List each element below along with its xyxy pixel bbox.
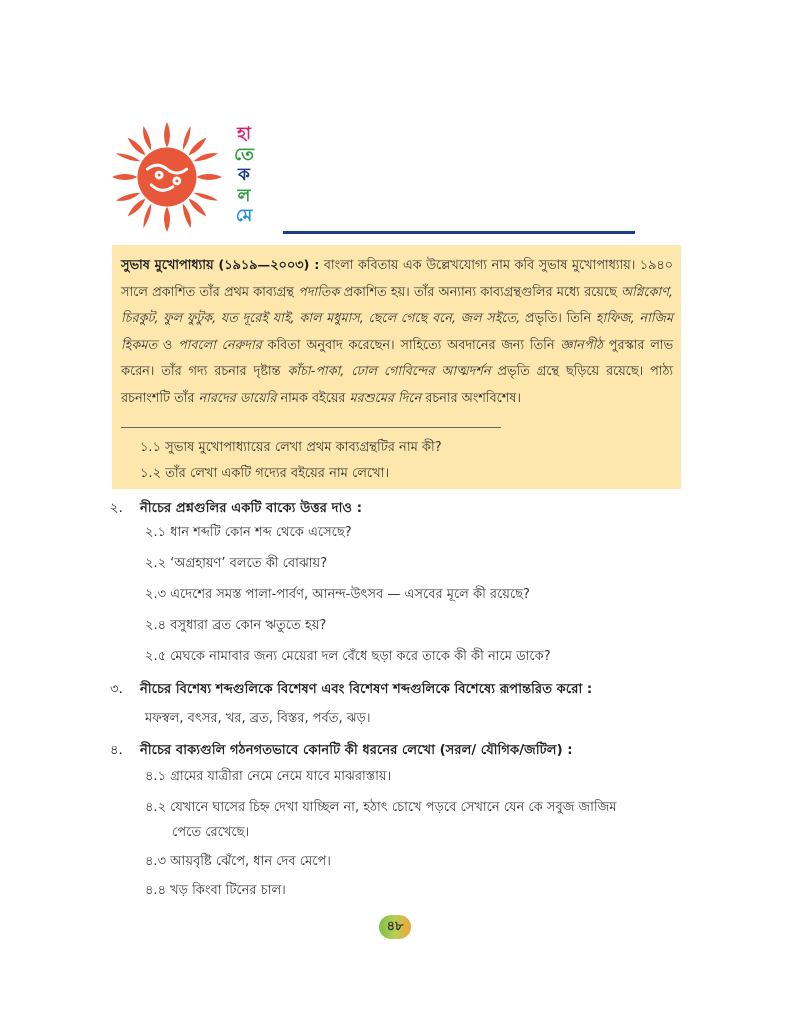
title-letter-2: তে [234,144,254,165]
section-3-word-list: মফস্বল, বৎসর, খর, ব্রত, বিস্তর, পর্বত, ঝড়। [145,711,371,726]
question-4-1: ৪.১ গ্রামের যাত্রীরা নেমে নেমে যাবে মাঝরাস্তায়। [145,769,392,784]
question-2-2: ২.২ ‘অগ্রহায়ণ’ বলতে কী বোঝায়? [145,556,328,571]
author-name: সুভাষ মুখোপাধ্যায় (১৯১৯—২০০৩) : [121,258,320,273]
bio-text-part: প্রভৃতি গ্রন্থে ছড়িয়ে রয়েছে। পাঠ্য রচনাংশটি তাঁর [121,364,674,406]
sun-logo-icon [108,118,226,236]
section-number: ২. [110,501,123,516]
section-number: ৩. [110,682,123,697]
question-1-2: ১.২ তাঁর লেখা একটি গদ্যের বইয়ের নাম লেখো। [140,466,390,481]
question-1-1: ১.১ সুভাষ মুখোপাধ্যায়ের লেখা প্রথম কাব্যগ্রন্থটির নাম কী? [140,440,442,455]
bio-text-part: নামক বইয়ের [276,390,350,406]
section-title: নীচের বাক্যগুলি গঠনগতভাবে কোনটি কী ধরনের লেখো (সরল/ যৌগিক/জটিল) : [140,743,573,758]
page-number: ৪৮ [379,915,411,939]
bio-text-part: প্রভৃতি। তিনি [520,311,596,326]
bio-text-part: রচনার অংশবিশেষ। [421,390,521,406]
section-4-heading [110,741,573,761]
bio-poet-name: পাবলো নেরুদার [177,337,262,353]
question-4-2-continued: পেতে রেখেছে। [172,825,250,840]
question-4-2: ৪.২ যেখানে ঘাসের চিহ্ন দেখা যাচ্ছিল না, হঠাৎ চোখে পড়বে সেখানে যেন কে সবুজ জাজিম [145,800,617,815]
title-letter-4: ল [237,185,251,206]
bio-award-name: জ্ঞানপীঠ [560,337,604,353]
section-title: নীচের বিশেষ্য শব্দগুলিকে বিশেষণ এবং বিশেষণ শব্দগুলিকে বিশেষ্যে রূপান্তরিত করো : [140,682,593,697]
author-bio-box [112,245,681,489]
title-letter-1: হা [237,124,251,144]
bio-divider [121,427,501,428]
section-2-heading [110,499,362,519]
question-2-3: ২.৩ এদেশের সমস্ত পালা-পার্বণ, আনন্দ-উৎসব — এসবের মূলে কী রয়েছে? [145,587,530,602]
bio-poet-names: হাফিজ, নাজিম হিকমত [121,311,673,353]
bio-source-essay: মরশুমের দিনে [349,390,422,406]
title-letter-5: মে [235,206,253,226]
bio-text-part: প্রকাশিত হয়। তাঁর অন্যান্য কাব্যগ্রন্থগুলির মধ্যে রয়েছে [339,284,621,300]
bio-text-part: বাংলা কবিতায় এক উল্লেখযোগ্য নাম কবি সুভাষ মুখোপাধ্যায়। ১৯৪০ সালে প্রকাশিত তাঁর প্রথম কাব্যগ্রন্থ [121,258,673,300]
bio-book-title: পদাতিক [298,284,340,300]
title-letter-3: ক [238,165,250,185]
bio-text-part: ও [157,337,178,353]
question-2-4: ২.৪ বসুধারা ব্রত কোন ঋতুতে হয়? [145,618,327,633]
question-4-4: ৪.৪ খড় কিংবা টিনের চাল। [145,883,286,898]
section-3-heading [110,680,592,700]
bio-text-part: পুরস্কার লাভ করেন। তাঁর গদ্য রচনার দৃষ্টান্ত [121,337,673,379]
author-bio-text [121,253,673,412]
bio-source-book: নারদের ডায়েরি [198,390,277,406]
bio-prose-titles: কাঁচা-পাকা, ঢোল গোবিন্দের আত্মদর্শন [287,364,491,379]
header-divider [283,231,635,234]
section-title: নীচের প্রশ্নগুলির একটি বাক্যে উত্তর দাও : [140,501,362,516]
question-2-5: ২.৫ মেঘকে নামাবার জন্য মেয়েরা দল বেঁধে ছড়া করে তাকে কী কী নামে ডাকে? [145,649,551,664]
question-4-3: ৪.৩ আয়বৃষ্টি ঝেঁপে, ধান দেব মেপে। [145,854,331,869]
bio-text-part: কবিতা অনুবাদ করেছেন। সাহিত্যে অবদানের জন্য তিনি [261,337,561,353]
section-number: ৪. [110,743,123,758]
question-2-1: ২.১ ধান শব্দটি কোন শব্দ থেকে এসেছে? [145,525,352,540]
bio-book-titles: অগ্নিকোণ, চিরকুট, ফুল ফুটুক, যত দূরেই যাই, কাল মধুমাস, ছেলে গেছে বনে, জল সইতে, [121,284,673,326]
vertical-title [232,124,256,227]
